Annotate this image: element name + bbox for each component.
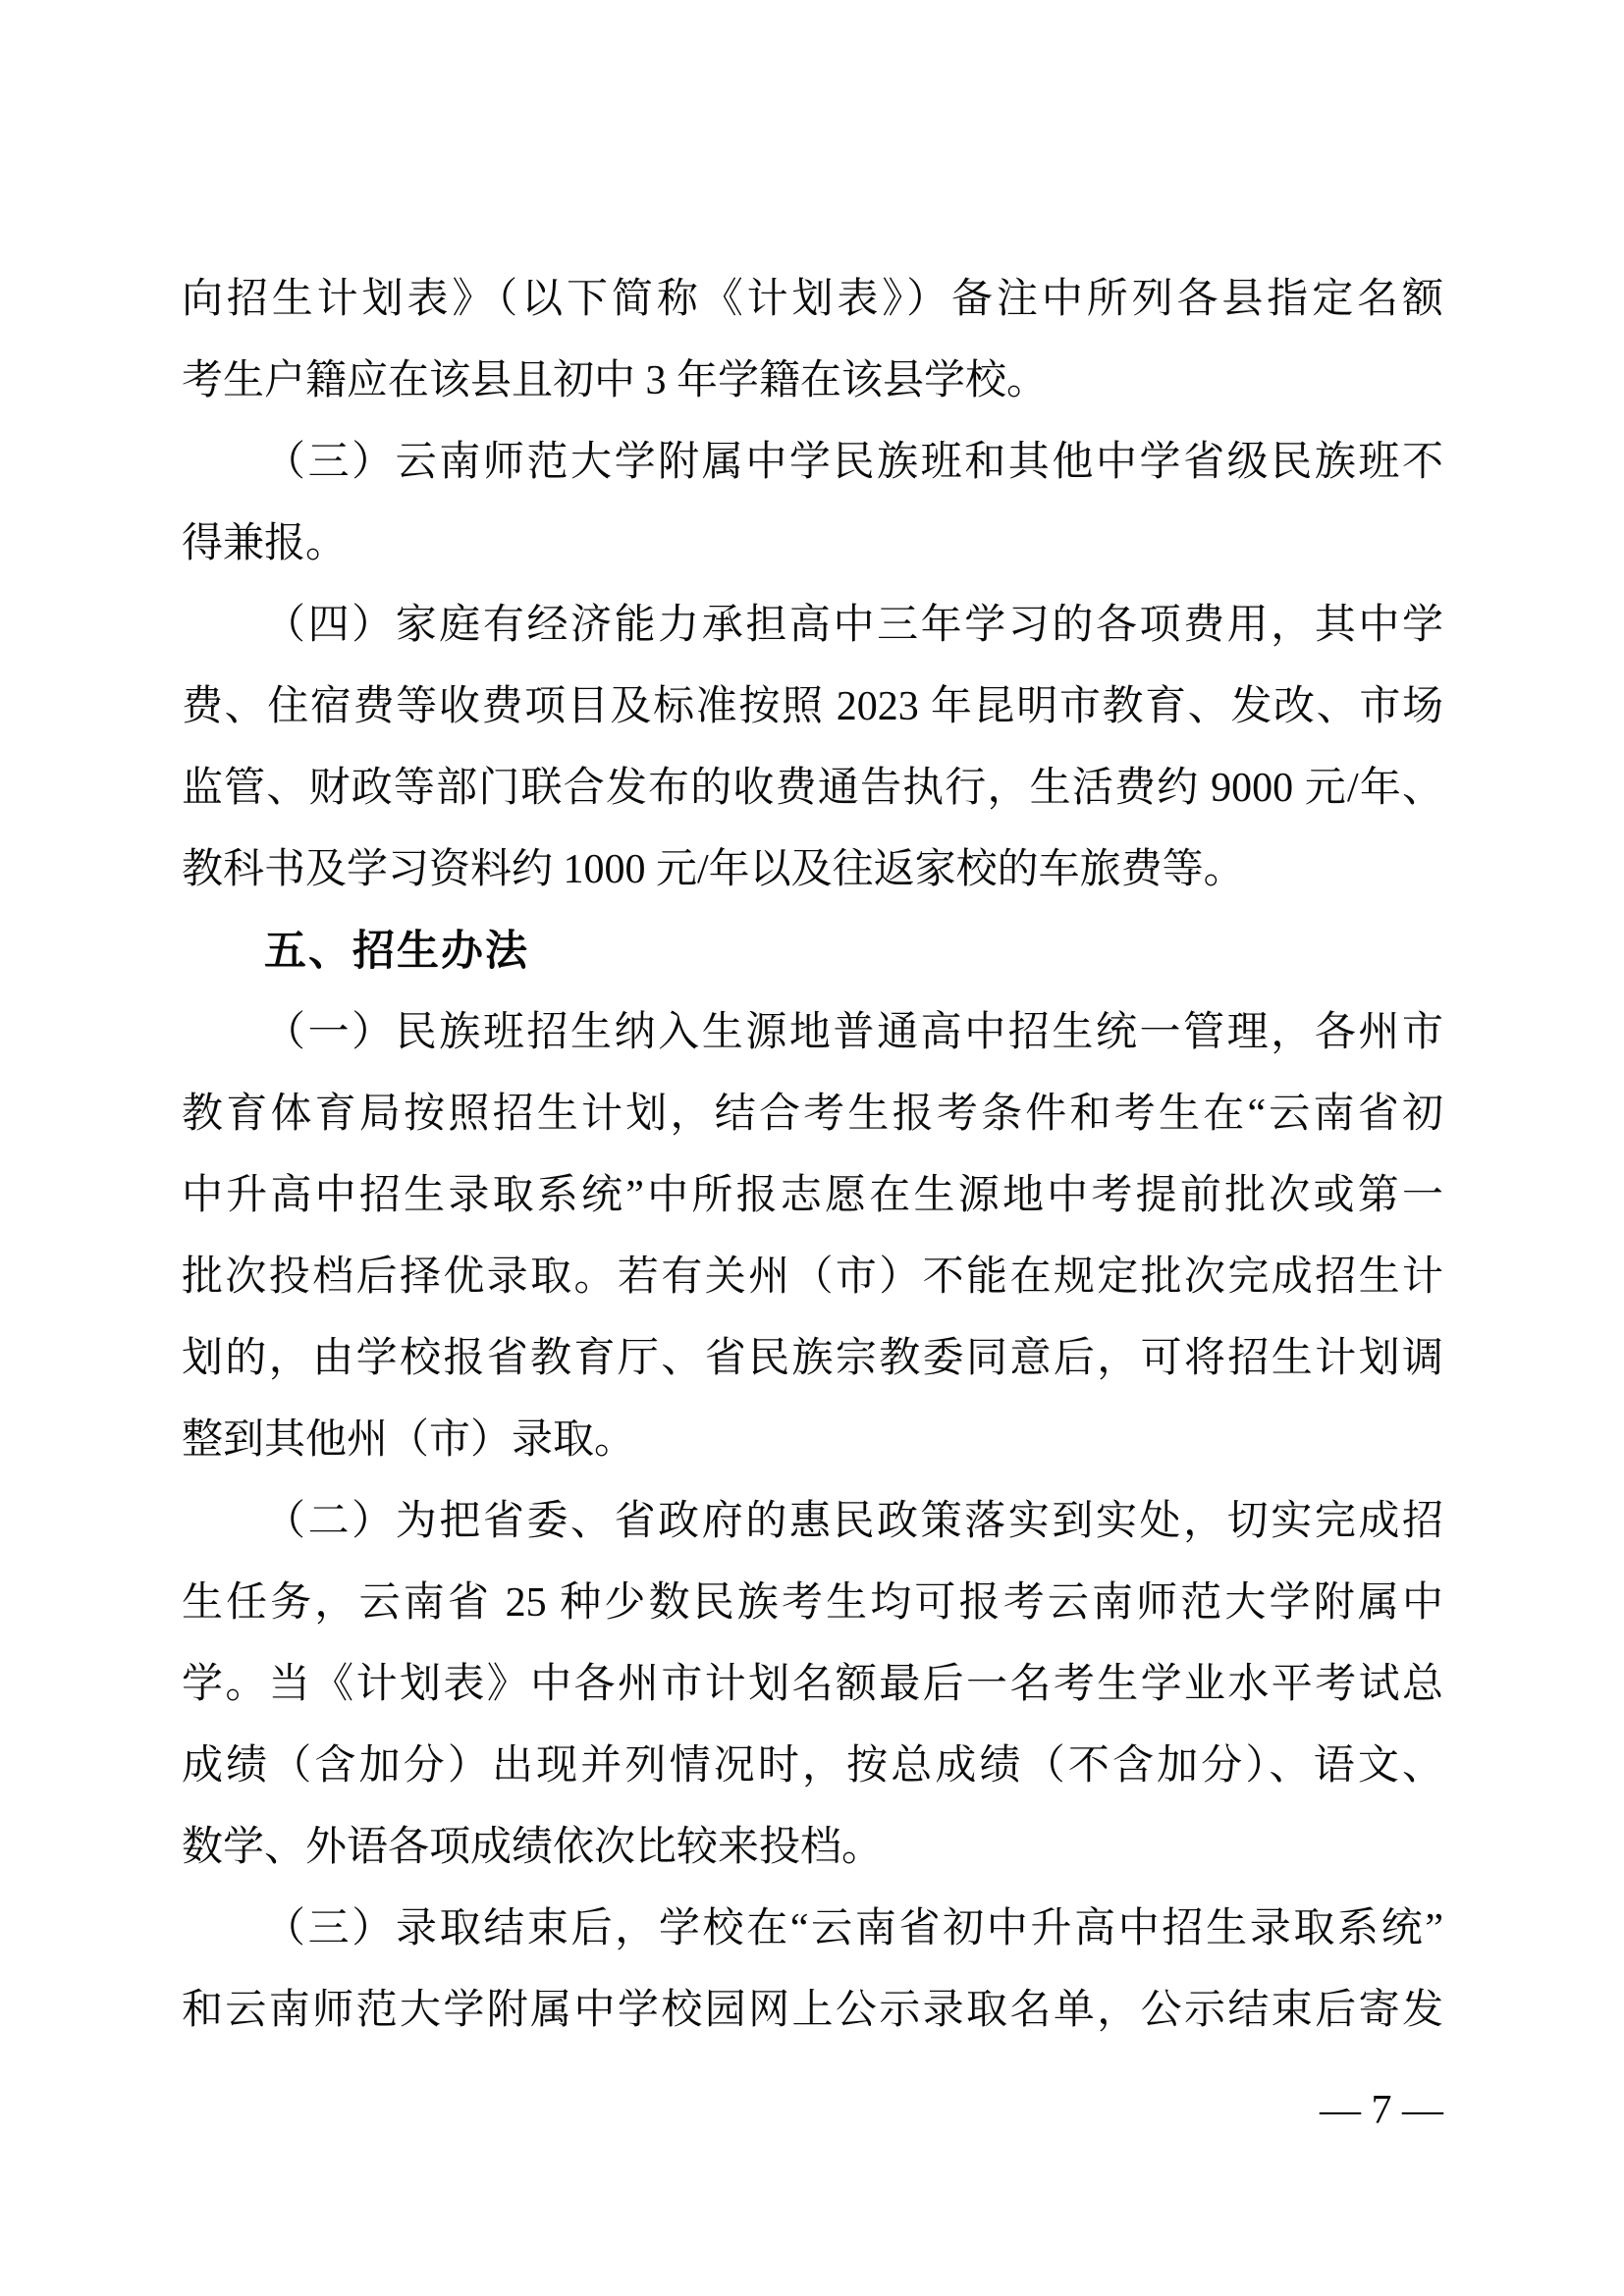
doc-line: 划的，由学校报省教育厅、省民族宗教委同意后，可将招生计划调 [182,1336,1443,1381]
doc-line: 考生户籍应在该县且初中 3 年学籍在该县学校。 [182,358,1049,403]
document-body [182,259,1443,2052]
doc-line: 数学、外语各项成绩依次比较来投档。 [182,1825,884,1870]
doc-line: 得兼报。 [182,521,348,566]
doc-line: 教科书及学习资料约 1000 元/年以及往返家校的车旅费等。 [182,847,1245,892]
doc-line: （二）为把省委、省政府的惠民政策落实到实处，切实完成招 [264,1499,1443,1544]
doc-line: 学。当《计划表》中各州市计划名额最后一名考生学业水平考试总 [182,1662,1443,1707]
doc-line: （一）民族班招生纳入生源地普通高中招生统一管理，各州市 [264,1010,1443,1055]
section-heading-enrollment-method: 五、招生办法 [264,928,529,975]
doc-line: 生任务，云南省 25 种少数民族考生均可报考云南师范大学附属中 [182,1580,1443,1626]
doc-line: （四）家庭有经济能力承担高中三年学习的各项费用，其中学 [264,603,1443,648]
doc-line: 整到其他州（市）录取。 [182,1417,636,1463]
doc-line: （三）录取结束后，学校在“云南省初中升高中招生录取系统” [264,1906,1443,1951]
doc-line: 成绩（含加分）出现并列情况时，按总成绩（不含加分）、语文、 [182,1743,1443,1789]
doc-line: 批次投档后择优录取。若有关州（市）不能在规定批次完成招生计 [182,1255,1443,1300]
doc-line: 中升高中招生录取系统”中所报志愿在生源地中考提前批次或第一 [182,1173,1443,1218]
doc-line: 教育体育局按照招生计划，结合考生报考条件和考生在“云南省初 [182,1092,1443,1137]
doc-line: 向招生计划表》（以下简称《计划表》）备注中所列各县指定名额 [182,277,1443,322]
doc-line: 费、住宿费等收费项目及标准按照 2023 年昆明市教育、发改、市场 [182,684,1443,729]
doc-line: 和云南师范大学附属中学校园网上公示录取名单，公示结束后寄发 [182,1988,1443,2033]
doc-line: 监管、财政等部门联合发布的收费通告执行，生活费约 9000 元/年、 [182,766,1443,811]
doc-line: （三）云南师范大学附属中学民族班和其他中学省级民族班不 [264,440,1443,485]
page-number: — 7 — [1320,2088,1443,2133]
